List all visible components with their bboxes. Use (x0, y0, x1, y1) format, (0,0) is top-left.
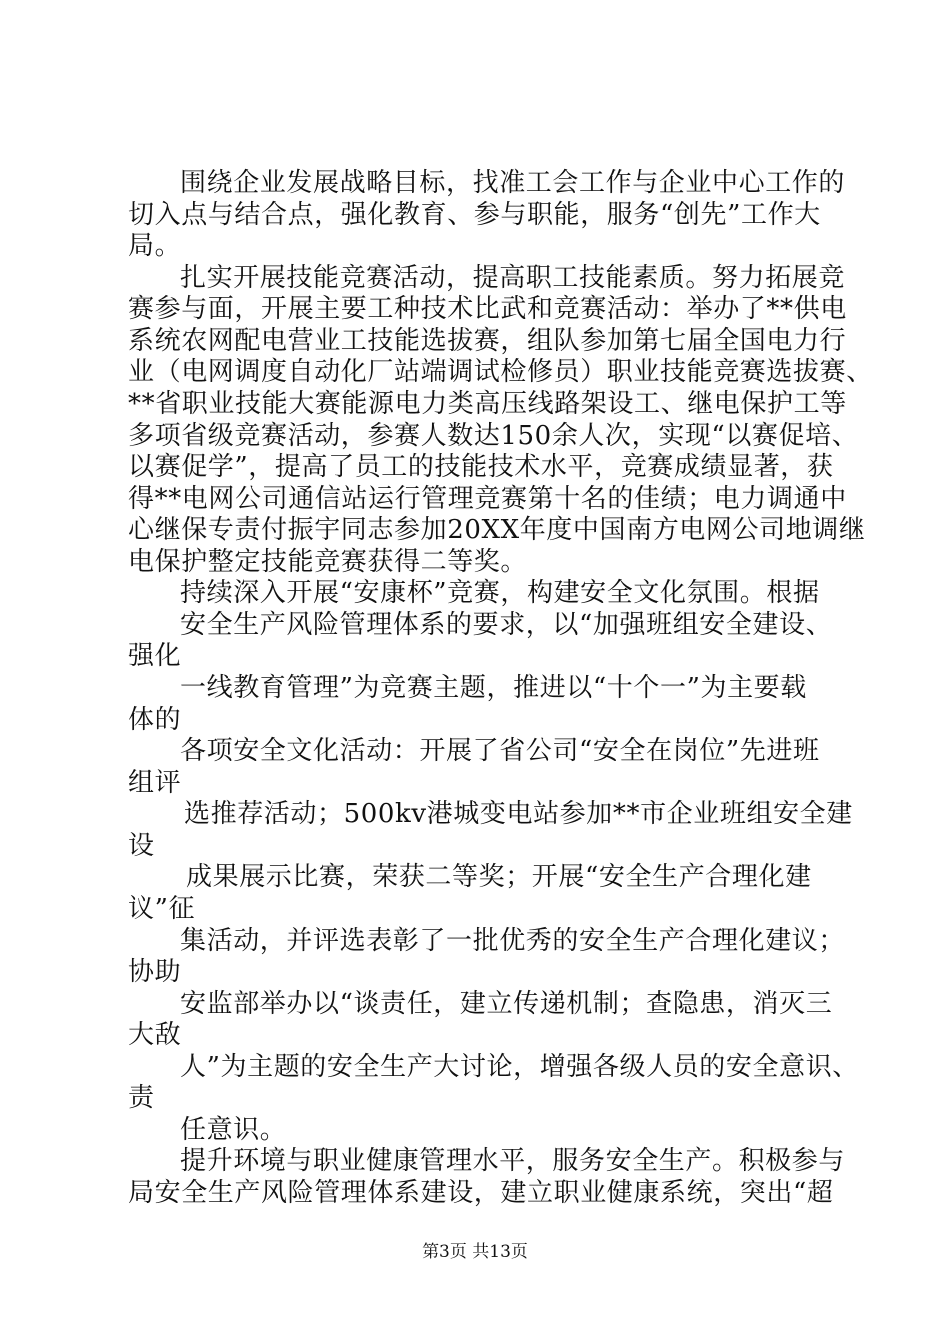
paragraph-line: **省职业技能大赛能源电力类高压线路架设工、继电保护工等 (128, 389, 847, 419)
paragraph-line: 持续深入开展“安康杯”竞赛，构建安全文化氛围。根据 (180, 578, 820, 608)
paragraph-line: 体的 (128, 705, 182, 735)
paragraph-line: 赛参与面，开展主要工种技术比武和竞赛活动：举办了**供电 (128, 294, 847, 324)
paragraph-line: 围绕企业发展战略目标，找准工会工作与企业中心工作的 (180, 168, 846, 198)
paragraph-line: 安全生产风险管理体系的要求，以“加强班组安全建设、 (180, 610, 833, 640)
paragraph-line: 安监部举办以“谈责任，建立传递机制；查隐患，消灭三 (180, 989, 833, 1019)
paragraph-line: 大敌 (128, 1020, 182, 1050)
paragraph-line: 协助 (128, 957, 182, 987)
paragraph-line: 局安全生产风险管理体系建设，建立职业健康系统，突出“超 (128, 1178, 834, 1208)
paragraph-line: 业（电网调度自动化厂站端调试检修员）职业技能竞赛选拔赛、 (128, 357, 873, 387)
paragraph-line: 强化 (128, 641, 182, 671)
paragraph-line: 一线教育管理”为竞赛主题，推进以“十个一”为主要载 (180, 673, 807, 703)
page-number-footer: 第3页 共13页 (422, 1242, 528, 1262)
paragraph-line: 以赛促学”，提高了员工的技能技术水平，竞赛成绩显著，获 (128, 452, 834, 482)
paragraph-line: 各项安全文化活动：开展了省公司“安全在岗位”先进班 (180, 736, 820, 766)
paragraph-line: 选推荐活动；500kv港城变电站参加**市企业班组安全建 (184, 799, 853, 829)
paragraph-line: 切入点与结合点，强化教育、参与职能，服务“创先”工作大 (128, 200, 821, 230)
paragraph-line: 成果展示比赛，荣获二等奖；开展“安全生产合理化建 (186, 862, 812, 892)
paragraph-line: 责 (128, 1083, 155, 1113)
paragraph-line: 提升环境与职业健康管理水平，服务安全生产。积极参与 (180, 1146, 846, 1176)
paragraph-line: 集活动，并评选表彰了一批优秀的安全生产合理化建议； (180, 926, 846, 956)
paragraph-line: 组评 (128, 768, 182, 798)
paragraph-line: 多项省级竞赛活动，参赛人数达150余人次，实现“以赛促培、 (128, 421, 859, 451)
paragraph-line: 局。 (128, 231, 182, 261)
paragraph-line: 设 (128, 831, 155, 861)
paragraph-line: 任意识。 (180, 1115, 287, 1145)
paragraph-line: 人”为主题的安全生产大讨论，增强各级人员的安全意识、 (180, 1052, 859, 1082)
paragraph-line: 心继保专责付振宇同志参加20XX年度中国南方电网公司地调继 (128, 515, 866, 545)
paragraph-line: 扎实开展技能竞赛活动，提高职工技能素质。努力拓展竞 (180, 263, 846, 293)
paragraph-line: 电保护整定技能竞赛获得二等奖。 (128, 547, 528, 577)
paragraph-line: 议”征 (128, 894, 196, 924)
paragraph-line: 系统农网配电营业工技能选拔赛，组队参加第七届全国电力行 (128, 326, 847, 356)
paragraph-line: 得**电网公司通信站运行管理竞赛第十名的佳绩；电力调通中 (128, 484, 847, 514)
